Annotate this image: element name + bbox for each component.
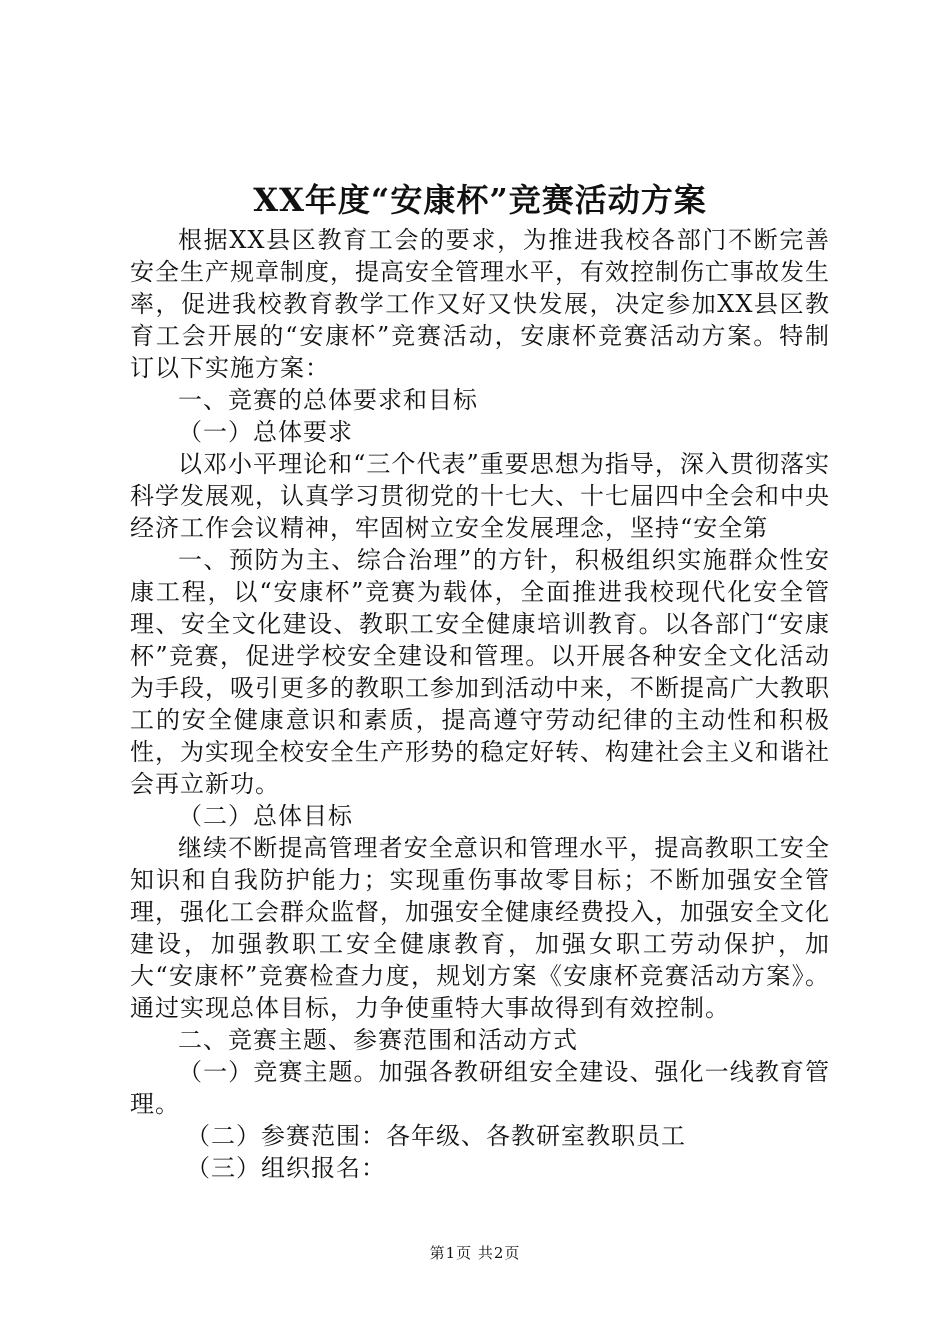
document-page: [130, 180, 830, 1184]
registration-paragraph: （三）组织报名：: [186, 1154, 386, 1182]
subsection-heading-1-1: （一）总体要求: [178, 418, 353, 446]
requirements-paragraph-continued: 一、预防为主、综合治理”的方针，积极组织实施群众性安康工程，以“安康杯”竞赛为载体，全面推进我校现代化安全管理、安全文化建设、教职工安全健康培训教育。以各部门“安康杯”竞赛，促进学校安全建设和管理。以开展各种安全文化活动为手段，吸引更多的教职工参加到活动中来，不断提高广大教职工的安全健康意识和素质，提高遵守劳动纪律的主动性和积极性，为实现全校安全生产形势的稳定好转、构建社会主义和谐社会再立新功。: [130, 546, 830, 798]
requirements-paragraph: 以邓小平理论和“三个代表”重要思想为指导，深入贯彻落实科学发展观，认真学习贯彻党的十七大、十七届四中全会和中央经济工作会议精神，牢固树立安全发展理念，坚持“安全第: [130, 450, 830, 542]
theme-paragraph: （一）竞赛主题。加强各教研组安全建设、强化一线教育管理。: [130, 1058, 830, 1118]
intro-paragraph: 根据XX县区教育工会的要求，为推进我校各部门不断完善安全生产规章制度，提高安全管理水平，有效控制伤亡事故发生率，促进我校教育教学工作又好又快发展，决定参加XX县区教育工会开展的“安康杯”竞赛活动，安康杯竞赛活动方案。特制订以下实施方案：: [130, 226, 830, 382]
subsection-heading-1-2: （二）总体目标: [178, 802, 353, 830]
page-footer: 第1页 共2页: [429, 1244, 521, 1262]
section-heading-2: 二、竞赛主题、参赛范围和活动方式: [178, 1026, 578, 1054]
scope-paragraph: （二）参赛范围：各年级、各教研室教职员工: [186, 1122, 686, 1150]
section-heading-1: 一、竞赛的总体要求和目标: [178, 386, 478, 414]
document-title: XX年度“安康杯”竞赛活动方案: [253, 181, 707, 219]
goals-paragraph: 继续不断提高管理者安全意识和管理水平，提高教职工安全知识和自我防护能力；实现重伤事故零目标；不断加强安全管理，强化工会群众监督，加强安全健康经费投入，加强安全文化建设，加强教职工安全健康教育，加强女职工劳动保护，加大“安康杯”竞赛检查力度，规划方案《安康杯竞赛活动方案》。通过实现总体目标，力争使重特大事故得到有效控制。: [130, 834, 830, 1022]
